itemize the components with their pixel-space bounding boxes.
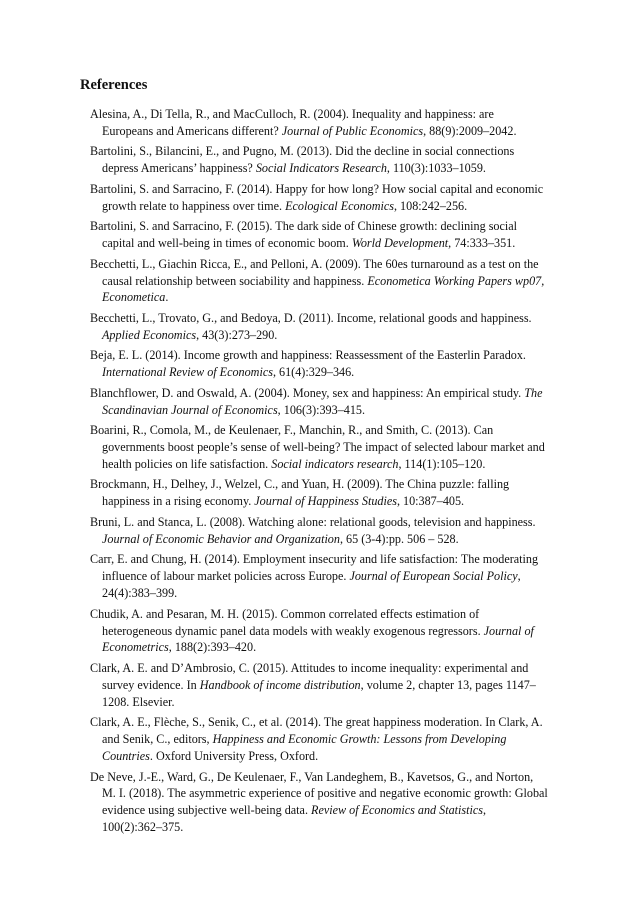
reference-text: Chudik, A. and Pesaran, M. H. (2015). Common correlated effects estimation of heterogeneous dynamic panel data models with weakly exogenous regressors. [90,606,484,638]
reference-entry [90,660,548,711]
reference-venue: Handbook of income distribution [199,677,361,692]
reference-entry [90,769,548,837]
reference-entry [90,256,548,307]
reference-details: , 100(2):362–375. [102,803,487,835]
reference-venue: Econometica Working Papers wp07, Econometica [102,273,545,305]
reference-venue: The Scandinavian Journal of Economics [102,385,543,417]
reference-details: , 43(3):273–290. [196,327,278,342]
reference-text: Beja, E. L. (2014). Income growth and happiness: Reassessment of the Easterlin Paradox. [90,348,526,363]
reference-venue: Social Indicators Research [255,161,387,176]
reference-entry [90,181,548,215]
reference-entry [90,106,548,140]
reference-text: Bartolini, S. and Sarracino, F. (2015). The dark side of Chinese growth: declining social capital and well-being in times of economic boom. [90,219,518,251]
reference-text: Becchetti, L., Giachin Ricca, E., and Pelloni, A. (2009). The 60es turnaround as a test on the causal relationship between sociability and happiness. [90,256,539,288]
reference-entry [90,551,548,602]
reference-text: Bruni, L. and Stanca, L. (2008). Watching alone: relational goods, television and happiness. [90,514,536,529]
reference-text: Bartolini, S., Bilancini, E., and Pugno, M. (2013). Did the decline in social connections depress Americans’ happiness? [90,144,515,176]
reference-entry [90,310,548,344]
reference-details: , 10:387–405. [396,494,465,509]
reference-details: , 114(1):105–120. [398,456,486,471]
reference-text: Blanchflower, D. and Oswald, A. (2004). Money, sex and happiness: An empirical study. [90,385,525,400]
reference-venue: Applied Economics [102,327,197,342]
reference-entry [90,218,548,252]
reference-venue: Journal of Economic Behavior and Organization [102,531,340,546]
reference-text: Clark, A. E., Flèche, S., Senik, C., et al. (2014). The great happiness moderation. In Clark, A. and Senik, C., editors, [90,715,543,747]
reference-venue: Happiness and Economic Growth: Lessons from Developing Countries [102,732,507,764]
reference-details: , 110(3):1033–1059. [386,161,486,176]
reference-entry [90,347,548,381]
reference-details: , 24(4):383–399. [102,569,521,601]
reference-details: , 88(9):2009–2042. [423,123,517,138]
reference-text: Boarini, R., Comola, M., de Keulenaer, F., Manchin, R., and Smith, C. (2013). Can governments boost people’s sense of well-being? The impact of selected labour market and health policies on life satisfaction. [90,423,545,471]
reference-details: , volume 2, chapter 13, pages 1147–1208. Elsevier. [102,677,536,709]
reference-details: , 108:242–256. [393,198,468,213]
reference-venue: Ecological Economics [285,198,394,213]
reference-entry [90,476,548,510]
reference-details: . [165,290,169,305]
reference-details: . Oxford University Press, Oxford. [149,749,319,764]
reference-text: Becchetti, L., Trovato, G., and Bedoya, D. (2011). Income, relational goods and happiness. [90,310,532,325]
reference-text: Alesina, A., Di Tella, R., and MacCulloch, R. (2004). Inequality and happiness: are Europeans and Americans different? [90,107,494,138]
reference-venue: International Review of Economics [102,365,273,380]
reference-list [90,106,548,840]
references-heading: References [80,77,148,93]
reference-entry [90,422,548,473]
reference-entry [90,514,548,548]
reference-entry [90,714,548,765]
reference-venue: Journal of Public Economics [281,123,424,138]
reference-details: , 106(3):393–415. [277,402,366,417]
reference-details: , 65 (3-4):pp. 506 – 528. [339,531,459,546]
reference-text: Carr, E. and Chung, H. (2014). Employment insecurity and life satisfaction: The moderating influence of labour market policies across Europe. [90,552,539,584]
reference-venue: Journal of European Social Policy [349,569,518,584]
reference-venue: Review of Economics and Statistics [311,803,483,818]
reference-details: , 74:333–351. [448,236,516,251]
reference-venue: World Development [351,236,449,251]
reference-details: , 188(2):393–420. [168,640,257,655]
reference-venue: Social indicators research [271,456,399,471]
reference-text: De Neve, J.-E., Ward, G., De Keulenaer, F., Van Landeghem, B., Kavetsos, G., and Norton, M. I. (2018). The asymmetric experience of positive and negative economic growth: Global evidence using subjective well-being data. [90,769,548,818]
reference-venue: Journal of Happiness Studies [254,494,397,509]
reference-entry [90,606,548,657]
reference-details: , 61(4):329–346. [272,365,355,380]
reference-venue: Journal of Econometrics [102,623,534,655]
reference-entry [90,143,548,177]
reference-text: Brockmann, H., Delhey, J., Welzel, C., and Yuan, H. (2009). The China puzzle: falling happiness in a rising economy. [90,477,510,509]
reference-text: Clark, A. E. and D’Ambrosio, C. (2015). Attitudes to income inequality: experimental and survey evidence. In [90,660,529,692]
reference-entry [90,385,548,419]
reference-text: Bartolini, S. and Sarracino, F. (2014). Happy for how long? How social capital and economic growth relate to happiness over time. [90,181,544,213]
